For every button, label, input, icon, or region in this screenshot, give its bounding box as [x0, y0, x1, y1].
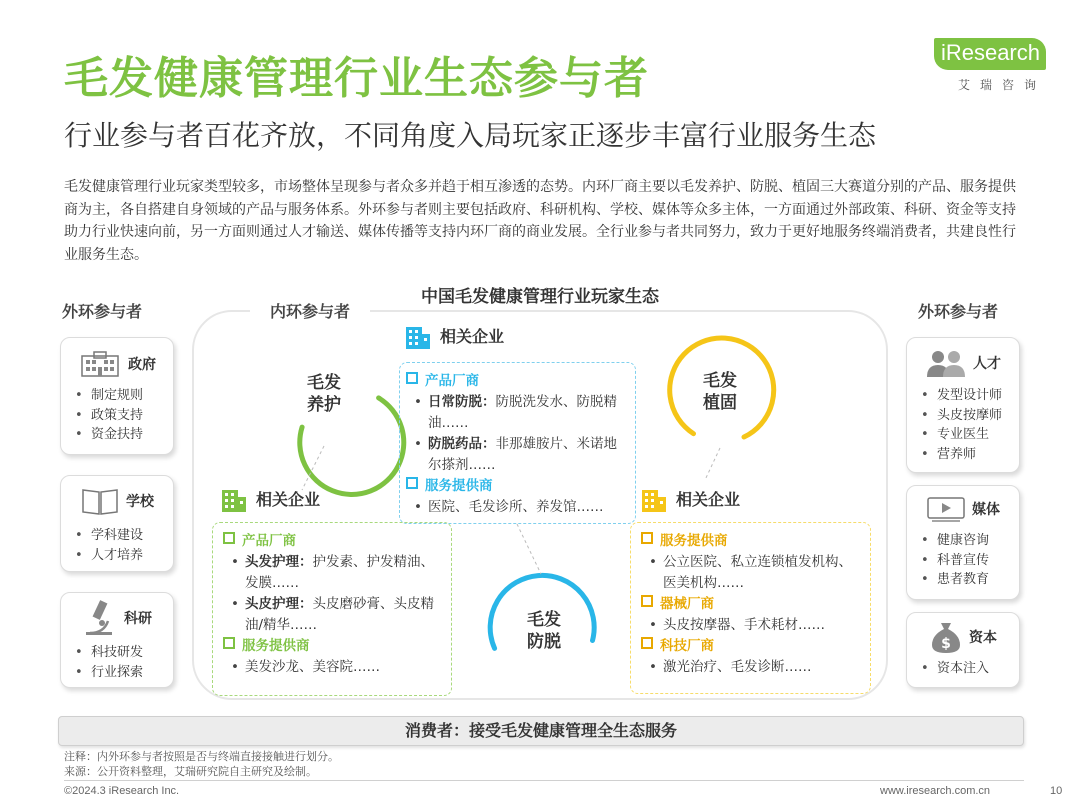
- list-item: • 科普宣传: [921, 551, 989, 571]
- item-text: 医院、毛发诊所、养发馆……: [428, 499, 604, 515]
- center-enterprise-header: [404, 321, 504, 349]
- item-text: 头皮磨砂膏、头皮精油/精华……: [245, 596, 434, 633]
- center-enterprise-panel: [399, 362, 636, 524]
- section-label: 产品厂商: [242, 533, 296, 549]
- right-enterprise-label: 相关企业: [676, 489, 741, 509]
- center-enterprise-label: 相关企业: [440, 326, 505, 346]
- source-text: 来源：公开资料整理，艾瑞研究院自主研究及绘制。: [64, 765, 317, 778]
- care-ring-line2: 养护: [307, 395, 341, 415]
- footer-url: www.iresearch.com.cn: [880, 785, 991, 797]
- capital-card-title: 资本: [969, 630, 997, 646]
- left-enterprise-panel: [212, 522, 452, 696]
- talent-card-title: 人才: [973, 356, 1001, 372]
- item-text: 非那雄胺片、米诺地尔搽剂……: [428, 436, 617, 473]
- list-item: • 制定规则: [75, 386, 143, 406]
- care-ring-label: [294, 372, 354, 416]
- page-title: 毛发健康管理行业生态参与者: [64, 53, 649, 104]
- right-enterprise-panel: [630, 522, 871, 694]
- left-section-services: [223, 636, 443, 657]
- item-bold-label: 头皮护理：: [245, 596, 313, 612]
- implant-ring-line2: 植固: [703, 393, 737, 413]
- anti-connector: [517, 524, 541, 574]
- item-bold-label: 防脱药品：: [428, 436, 496, 452]
- item-bold-label: 头发护理：: [245, 554, 313, 570]
- list-item: [406, 392, 627, 434]
- section-label: 器械厂商: [660, 596, 714, 612]
- list-item: • 头皮按摩师: [921, 406, 1002, 426]
- building-icon: [640, 484, 668, 512]
- list-item: • 患者教育: [921, 570, 989, 590]
- consumer-bar: 消费者：接受毛发健康管理全生态服务: [58, 716, 1024, 746]
- media-card-title: 媒体: [972, 502, 1000, 518]
- outer-participants-label-left: 外环参与者: [62, 302, 143, 321]
- list-item: [641, 552, 862, 594]
- section-label: 服务提供商: [425, 478, 493, 494]
- anti-ring-line1: 毛发: [527, 610, 561, 630]
- right-enterprise-header: [640, 484, 740, 512]
- list-item: • 资本注入: [921, 659, 989, 679]
- school-card-title: 学校: [126, 494, 154, 510]
- item-text: 护发素、护发精油、发膜……: [245, 554, 434, 591]
- diagram-title: 中国毛发健康管理行业玩家生态: [421, 287, 659, 307]
- list-item: • 政策支持: [75, 406, 143, 426]
- page-subtitle: 行业参与者百花齐放，不同角度入局玩家正逐步丰富行业服务生态: [64, 119, 877, 152]
- anti-ring-line2: 防脱: [527, 632, 561, 652]
- list-item: • 人才培养: [75, 546, 143, 566]
- inner-participants-label: 内环参与者: [250, 299, 370, 322]
- section-label: 服务提供商: [660, 533, 728, 549]
- list-item: • 健康咨询: [921, 531, 989, 551]
- logo-main-text: iResearch: [940, 40, 1040, 65]
- page-number: 10: [1050, 785, 1063, 797]
- care-ring-line1: 毛发: [307, 373, 341, 393]
- center-section-products: [406, 371, 627, 392]
- building-icon: [220, 484, 248, 512]
- list-item: [641, 657, 862, 678]
- implant-ring-line1: 毛发: [703, 371, 737, 391]
- item-text: 激光治疗、毛发诊断……: [663, 659, 812, 675]
- list-item: [223, 594, 443, 636]
- right-section-services: [641, 531, 862, 552]
- anti-ring-label: [514, 609, 574, 653]
- implant-connector: [705, 448, 720, 480]
- center-section-services: [406, 476, 627, 497]
- research-card-title: 科研: [124, 611, 152, 627]
- left-enterprise-label: 相关企业: [256, 489, 321, 509]
- implant-ring-label: [690, 370, 750, 414]
- list-item: [223, 657, 443, 678]
- right-section-tech: [641, 636, 862, 657]
- list-item: • 发型设计师: [921, 386, 1002, 406]
- government-card-title: 政府: [128, 357, 156, 373]
- item-bold-label: 日常防脱：: [428, 394, 496, 410]
- list-item: • 科技研发: [75, 643, 143, 663]
- list-item: • 专业医生: [921, 425, 1002, 445]
- item-text: 公立医院、私立连锁植发机构、医美机构……: [663, 554, 852, 591]
- list-item: [406, 434, 627, 476]
- footer-divider: [64, 780, 1024, 781]
- note-text: 注释：内外环参与者按照是否与终端直接接触进行划分。: [64, 750, 339, 763]
- list-item: • 行业探索: [75, 663, 143, 683]
- list-item: [641, 615, 862, 636]
- outer-participants-label-right: 外环参与者: [918, 302, 999, 321]
- left-enterprise-header: [220, 484, 320, 512]
- list-item: • 营养师: [921, 445, 1002, 465]
- item-text: 美发沙龙、美容院……: [245, 659, 380, 675]
- list-item: • 学科建设: [75, 526, 143, 546]
- item-text: 头皮按摩器、手术耗材……: [663, 617, 825, 633]
- section-label: 产品厂商: [425, 373, 479, 389]
- item-text: 防脱洗发水、防脱精油……: [428, 394, 617, 431]
- left-section-products: [223, 531, 443, 552]
- logo-sub-text: 艾瑞咨询: [957, 78, 1046, 92]
- section-label: 科技厂商: [660, 638, 714, 654]
- list-item: • 资金扶持: [75, 425, 143, 445]
- right-section-devices: [641, 594, 862, 615]
- intro-paragraph: 毛发健康管理行业玩家类型较多，市场整体呈现参与者众多并趋于相互渗透的态势。内环厂商主要以毛发养护、防脱、植固三大赛道分别的产品、服务提供商为主，各自搭建自身领域的产品与服务体系。外环参与者则主要包括政府、科研机构、学校、媒体等众多主体，一方面通过外部政策、科研、资金等支持助力行业快速向前，另一方面则通过人才输送、媒体传播等支持内环厂商的商业发展。全行业参与者共同努力，致力于更好地服务终端消费者，共建良性行业服务生态。: [64, 179, 1016, 263]
- section-label: 服务提供商: [242, 638, 310, 654]
- svg-text:$: $: [941, 636, 951, 652]
- list-item: [223, 552, 443, 594]
- footer-copyright: ©2024.3 iResearch Inc.: [64, 785, 180, 797]
- building-icon: [404, 321, 432, 349]
- list-item: [406, 497, 627, 518]
